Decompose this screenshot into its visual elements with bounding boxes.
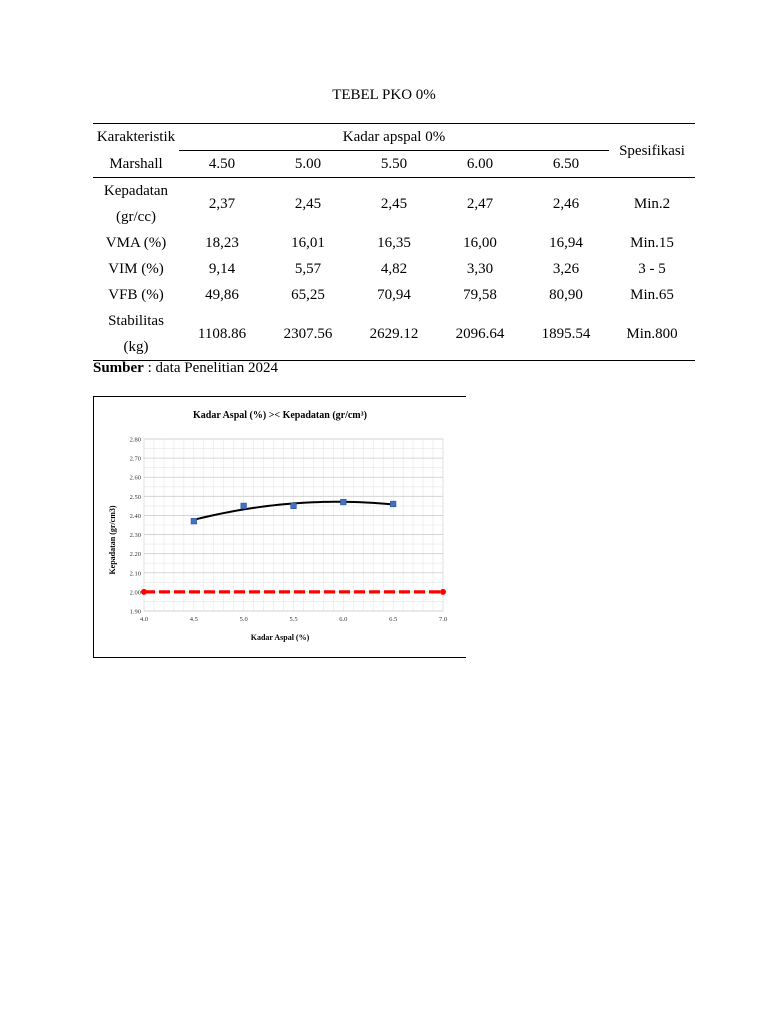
source-text: : data Penelitian 2024 <box>143 360 278 376</box>
row-label: VIM (%) <box>108 261 164 277</box>
table-row <box>93 282 695 308</box>
document-title: TEBEL PKO 0% <box>332 87 436 103</box>
table-cell: 16,00 <box>463 235 497 251</box>
table-cell: 3,30 <box>466 261 494 277</box>
table-cell: 9,14 <box>208 261 236 277</box>
table-cell: 1895.54 <box>523 308 609 361</box>
table-header-row-2 <box>93 151 695 178</box>
column-header: 6.50 <box>523 151 609 178</box>
table-cell: 16,94 <box>549 235 583 251</box>
table-row <box>93 230 695 256</box>
y-tick-label: 2.80 <box>129 436 141 444</box>
table-cell: 16,35 <box>377 235 411 251</box>
table-cell: 2307.56 <box>265 308 351 361</box>
row-label-line2: (gr/cc) <box>116 209 156 225</box>
row-label <box>93 308 179 361</box>
table-cell: 4,82 <box>380 261 408 277</box>
pko-table <box>93 123 695 361</box>
spec-cell: Min.65 <box>630 287 674 303</box>
table-cell: 70,94 <box>377 287 411 303</box>
x-tick-label: 7.0 <box>438 616 448 623</box>
x-tick-label: 4.0 <box>139 616 149 623</box>
column-header: 4.50 <box>179 151 265 178</box>
y-tick-label: 2.30 <box>129 532 141 540</box>
x-tick-label: 4.5 <box>189 616 198 623</box>
data-point <box>241 503 247 509</box>
table-cell: 2,45 <box>380 196 408 212</box>
data-point <box>390 501 396 507</box>
table-cell: 2,37 <box>208 196 236 212</box>
spec-cell: Min.2 <box>633 196 671 212</box>
table-cell: 1108.86 <box>179 308 265 361</box>
y-tick-label: 2.50 <box>129 493 141 501</box>
y-tick-label: 2.20 <box>129 551 141 559</box>
table-row <box>93 178 695 231</box>
row-label: VFB (%) <box>108 287 164 303</box>
table-cell: 2,46 <box>552 196 580 212</box>
table-cell: 79,58 <box>463 287 497 303</box>
row-label-line1: Kepadatan <box>103 183 169 199</box>
data-point <box>341 499 347 505</box>
table-header-row-1 <box>93 124 695 151</box>
row-label <box>93 178 179 231</box>
table-cell: 2629.12 <box>351 308 437 361</box>
table-cell: 2096.64 <box>437 308 523 361</box>
spec-cell: Min.15 <box>630 235 674 251</box>
spec-line-point <box>141 589 147 595</box>
row-label-line2: (kg) <box>123 339 149 355</box>
source-label: Sumber <box>93 360 144 376</box>
column-header: 5.00 <box>265 151 351 178</box>
chart-title: Kadar Aspal (%) >< Kepadatan (gr/cm³) <box>193 410 367 421</box>
y-tick-label: 2.10 <box>129 570 141 578</box>
table-cell: 80,90 <box>549 287 583 303</box>
y-tick-label: 1.90 <box>129 608 141 616</box>
header-spesifikasi: Spesifikasi <box>609 124 695 178</box>
x-axis-label: Kadar Aspal (%) <box>250 633 310 642</box>
x-tick-label: 5.5 <box>289 616 298 623</box>
table-row <box>93 308 695 361</box>
column-header: 5.50 <box>351 151 437 178</box>
chart-frame <box>93 396 466 658</box>
spec-line-point <box>440 589 446 595</box>
table-cell: 16,01 <box>291 235 325 251</box>
table-cell: 5,57 <box>294 261 322 277</box>
header-karakteristik: Karakteristik <box>93 124 179 151</box>
y-tick-label: 2.60 <box>129 474 141 482</box>
column-header: 6.00 <box>437 151 523 178</box>
table-cell: 65,25 <box>291 287 325 303</box>
y-tick-label: 2.70 <box>129 455 141 463</box>
table-cell: 2,45 <box>294 196 322 212</box>
row-label-line1: Stabilitas <box>108 313 164 329</box>
row-label: VMA (%) <box>105 235 167 251</box>
x-tick-label: 6.5 <box>389 616 398 623</box>
density-chart <box>94 397 466 657</box>
x-tick-label: 6.0 <box>339 616 348 623</box>
header-marshall: Marshall <box>109 155 163 172</box>
x-tick-label: 5.0 <box>239 616 248 623</box>
table-cell: 2,47 <box>466 196 494 212</box>
table-cell: 3,26 <box>552 261 580 277</box>
table-cell: 18,23 <box>205 235 239 251</box>
table-row <box>93 256 695 282</box>
header-kadar-aspal: Kadar apspal 0% <box>179 124 609 151</box>
table-cell: 49,86 <box>205 287 239 303</box>
y-tick-label: 2.00 <box>129 589 141 597</box>
y-axis-label: Kepadatan (gr/cm3) <box>108 505 117 575</box>
spec-cell: Min.800 <box>609 308 695 361</box>
data-point <box>191 518 197 524</box>
y-tick-label: 2.40 <box>129 512 141 520</box>
spec-cell: 3 - 5 <box>638 261 666 277</box>
data-point <box>291 503 297 509</box>
source-note <box>93 360 278 377</box>
